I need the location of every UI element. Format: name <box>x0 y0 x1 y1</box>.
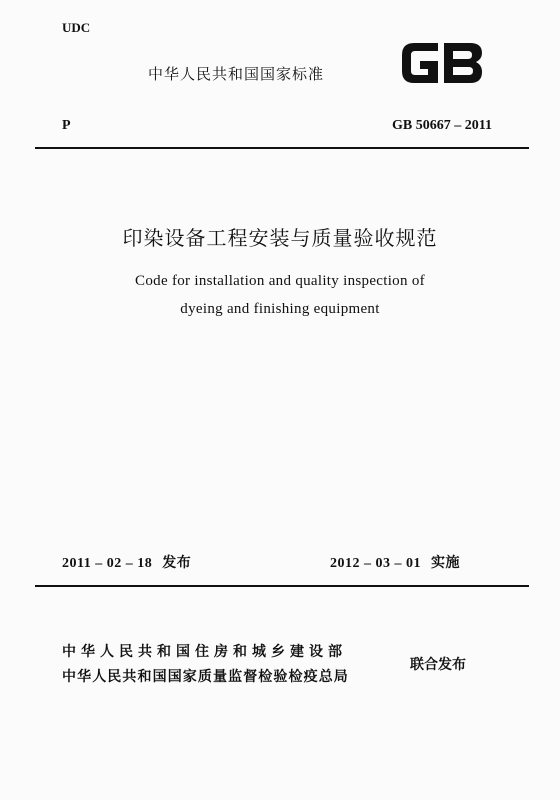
title-english-line-1: Code for installation and quality inspection of <box>135 273 425 289</box>
issue-date-value: 2011 – 02 – 18 <box>62 556 153 571</box>
bottom-divider <box>35 585 529 587</box>
issuer-ministry-housing: 中华人民共和国住房和城乡建设部 <box>62 644 347 660</box>
title-chinese: 印染设备工程安装与质量验收规范 <box>122 226 438 250</box>
standard-number: GB 50667 – 2011 <box>392 118 492 133</box>
top-divider <box>35 147 529 149</box>
implementation-date-value: 2012 – 03 – 01 <box>330 556 421 571</box>
national-standard-label: 中华人民共和国国家标准 <box>148 65 325 83</box>
implementation-date <box>330 552 460 572</box>
issue-date <box>62 552 191 572</box>
title-english <box>0 267 560 323</box>
implementation-label: 实施 <box>431 555 460 571</box>
classification-code: P <box>62 118 71 133</box>
issue-label: 发布 <box>162 555 192 571</box>
issuer-aqsiq: 中华人民共和国国家质量监督检验检疫总局 <box>62 669 349 685</box>
gb-logo <box>398 37 486 89</box>
joint-issue-label: 联合发布 <box>410 657 466 673</box>
udc-label: UDC <box>62 20 91 35</box>
title-english-line-2: dyeing and finishing equipment <box>180 301 380 317</box>
